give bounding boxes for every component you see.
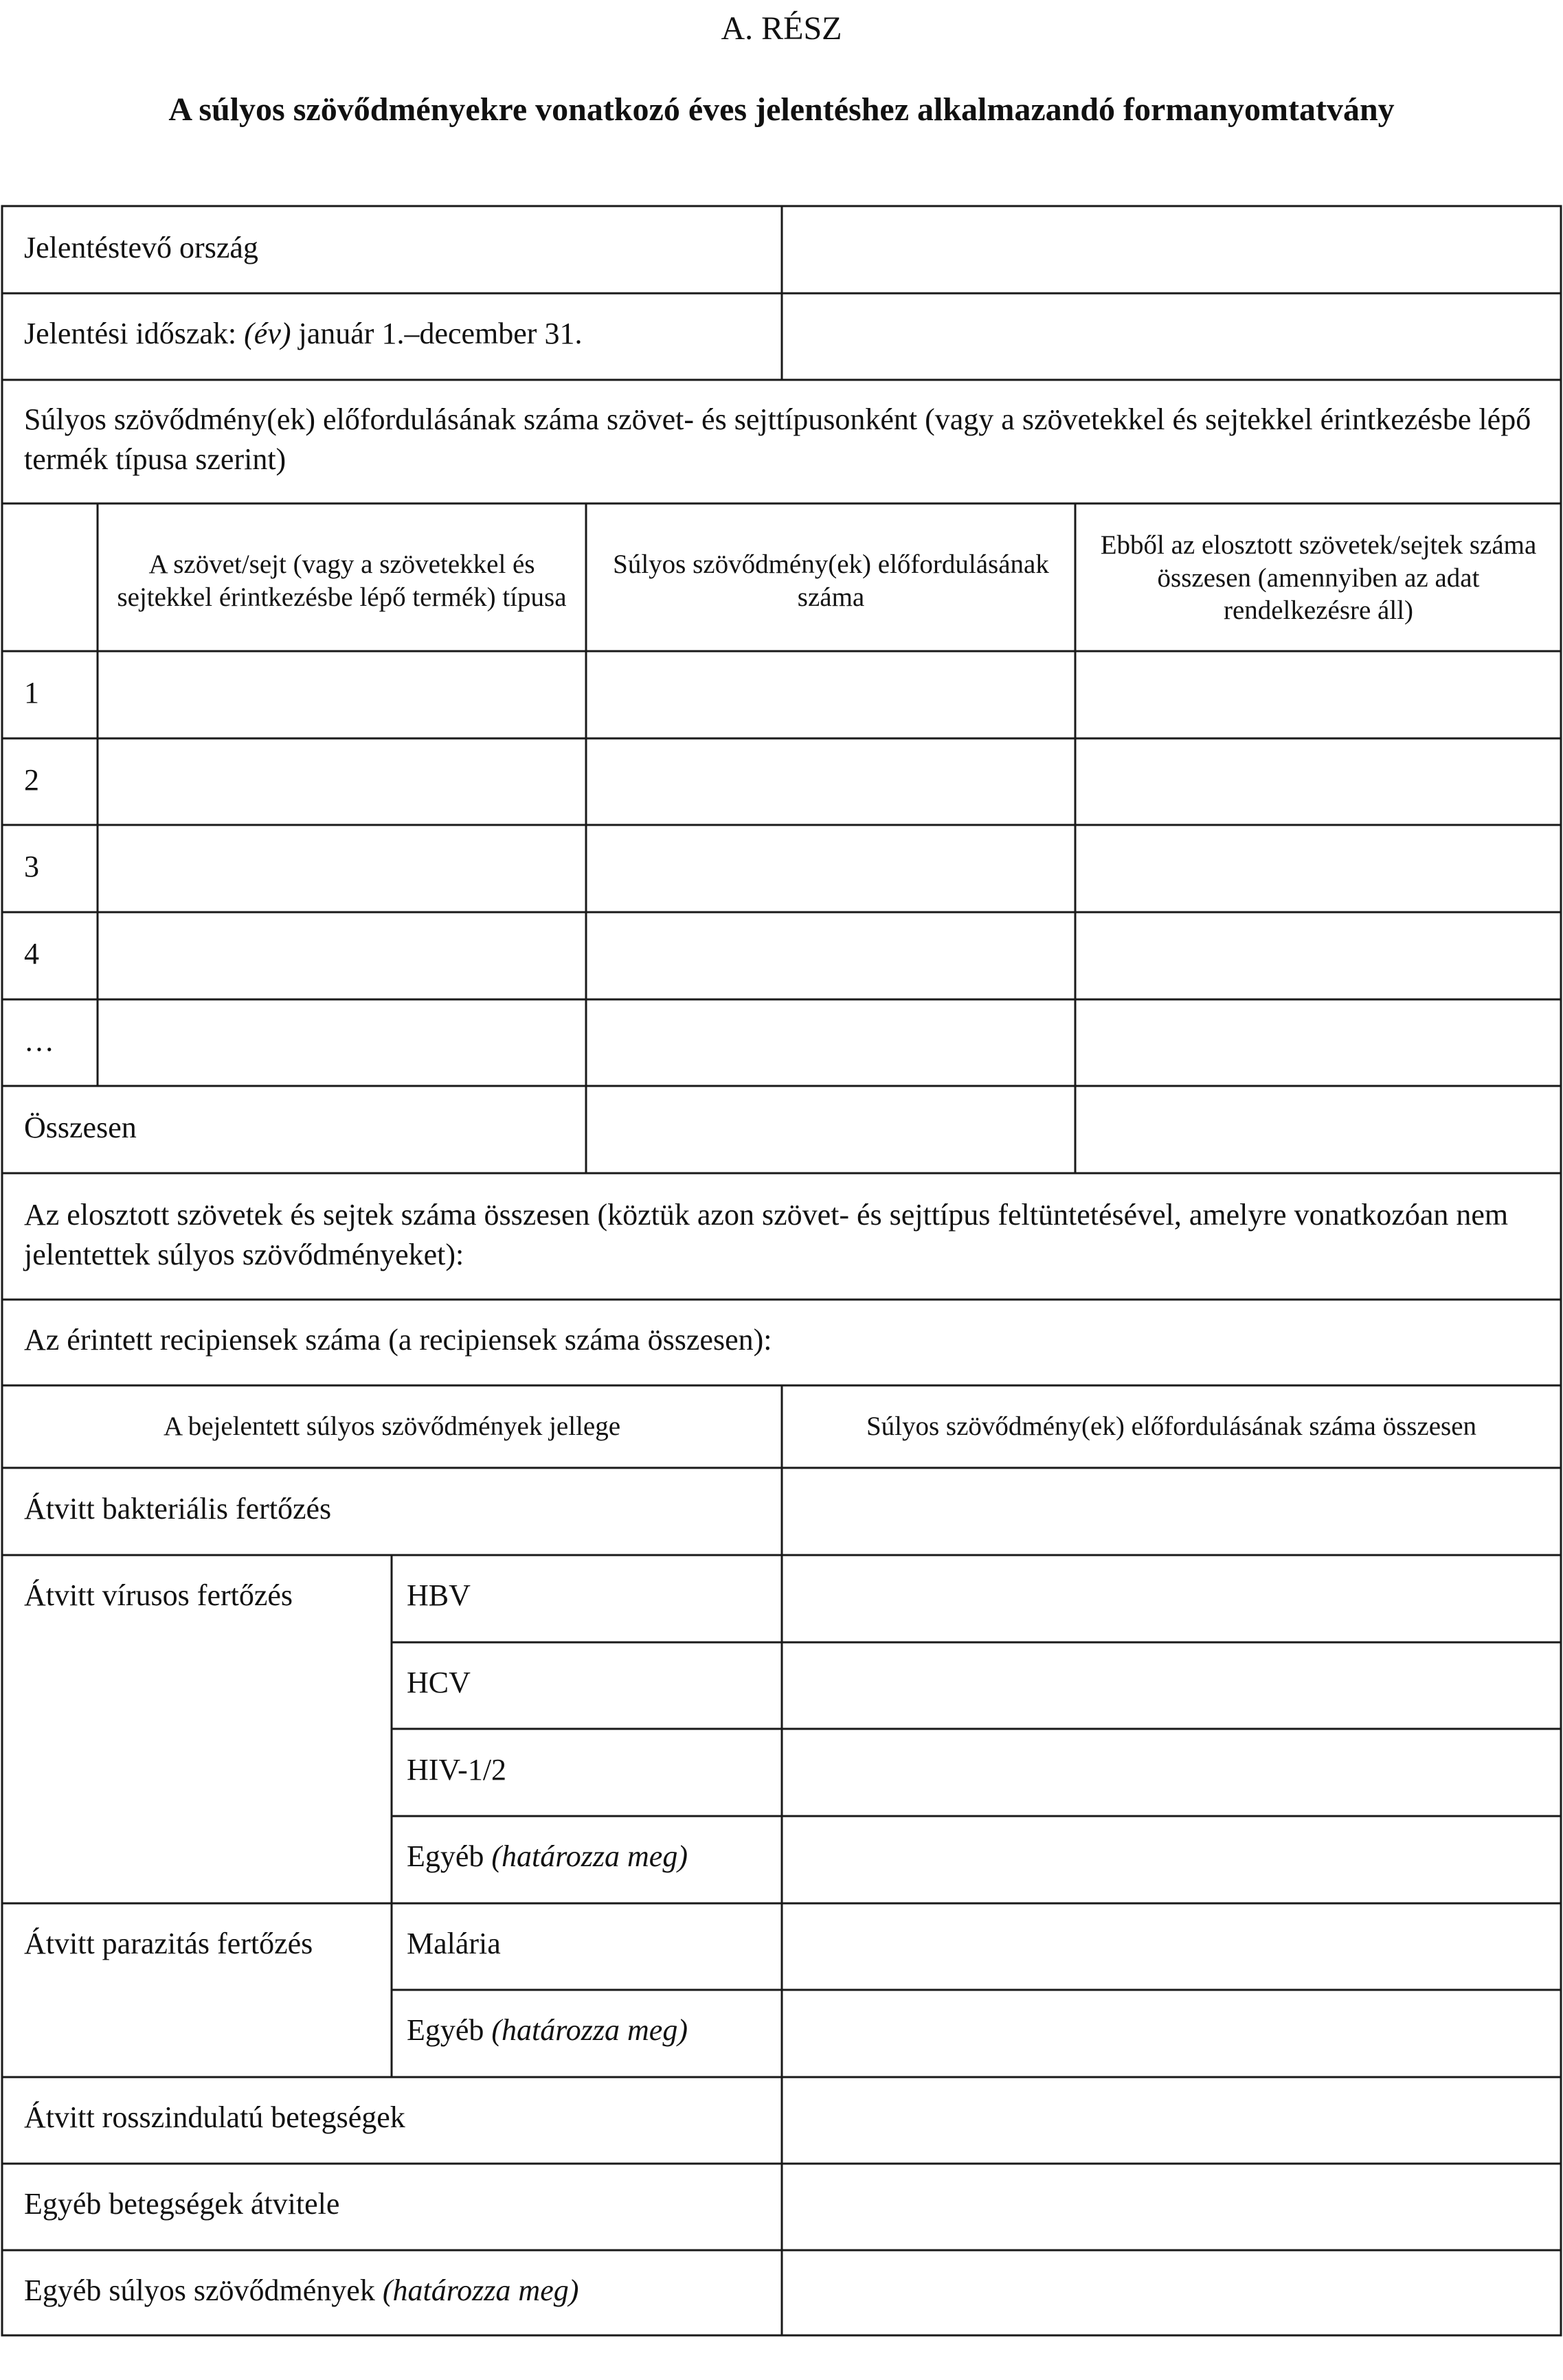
specify-note: (határozza meg) — [382, 2274, 579, 2307]
t1-count-field[interactable] — [586, 651, 1075, 738]
hiv-count-field[interactable] — [782, 1729, 1561, 1816]
t1-row-number: 4 — [24, 937, 39, 971]
country-label: Jelentéstevő ország — [24, 231, 258, 264]
occurrence-heading: Súlyos szövődmény(ek) előfordulásának száma szövet- és sejttípusonként (vagy a szövetekkel és sejtekkel érintkezésbe lépő termék típusa szerint) — [24, 403, 1531, 477]
t1-distributed-field[interactable] — [1075, 912, 1561, 999]
other-prefix: Egyéb — [407, 1839, 492, 1873]
t1-row-number: 1 — [24, 676, 39, 710]
period-label — [24, 314, 582, 354]
t1-col-distributed-header: Ebből az elosztott szövetek/sejtek száma összesen (amennyiben az adat rendelkezésre áll) — [1100, 530, 1537, 626]
t1-total-distributed-field[interactable] — [1075, 1086, 1561, 1173]
viral-other-count-field[interactable] — [782, 1816, 1561, 1903]
viral-infection-label: Átvitt vírusos fertőzés — [24, 1578, 293, 1612]
t1-distributed-field[interactable] — [1075, 738, 1561, 825]
period-label-start: Jelentési időszak: — [24, 317, 245, 350]
t1-type-field[interactable] — [98, 825, 586, 912]
t1-type-field[interactable] — [98, 738, 586, 825]
period-year-field[interactable] — [782, 293, 1561, 380]
form-title: A súlyos szövődményekre vonatkozó éves jelentéshez alkalmazandó formanyomtatvány — [168, 91, 1395, 128]
other-prefix: Egyéb — [407, 2013, 492, 2047]
t2-nature-header: A bejelentett súlyos szövődmények jellege — [164, 1412, 620, 1441]
other-complications-count-field[interactable] — [782, 2250, 1561, 2335]
recipients-label: Az érintett recipiensek száma (a recipiensek száma összesen): — [24, 1323, 772, 1357]
year-placeholder: (év) — [244, 317, 291, 350]
t1-count-field[interactable] — [586, 912, 1075, 999]
t1-col-count-header: Súlyos szövődmény(ek) előfordulásának száma — [613, 549, 1049, 612]
bacterial-infection-label: Átvitt bakteriális fertőzés — [24, 1492, 332, 1526]
bacterial-count-field[interactable] — [782, 1468, 1561, 1555]
t1-row-number: 2 — [24, 763, 39, 797]
period-label-end: január 1.–december 31. — [291, 317, 583, 350]
country-field[interactable] — [782, 208, 1561, 293]
t1-row-number: … — [24, 1024, 54, 1058]
t1-count-field[interactable] — [586, 738, 1075, 825]
t2-total-header: Súlyos szövődmény(ek) előfordulásának száma összesen — [866, 1412, 1477, 1441]
malignant-disease-label: Átvitt rosszindulatú betegségek — [24, 2100, 405, 2134]
parasitic-infection-label: Átvitt parazitás fertőzés — [24, 1927, 313, 1960]
t1-count-field[interactable] — [586, 999, 1075, 1086]
hcv-count-field[interactable] — [782, 1642, 1561, 1729]
parasitic-other-count-field[interactable] — [782, 1990, 1561, 2077]
t1-type-field[interactable] — [98, 912, 586, 999]
specify-note: (határozza meg) — [491, 1839, 688, 1873]
t1-count-field[interactable] — [586, 825, 1075, 912]
hbv-count-field[interactable] — [782, 1555, 1561, 1642]
t1-distributed-field[interactable] — [1075, 651, 1561, 738]
t1-type-field[interactable] — [98, 651, 586, 738]
specify-note: (határozza meg) — [491, 2013, 688, 2047]
parasitic-other-label — [407, 2010, 688, 2050]
t1-distributed-field[interactable] — [1075, 825, 1561, 912]
t1-total-label: Összesen — [24, 1111, 137, 1144]
hcv-label: HCV — [407, 1666, 471, 1699]
other-complications-label — [24, 2271, 578, 2311]
malaria-count-field[interactable] — [782, 1903, 1561, 1990]
t1-distributed-field[interactable] — [1075, 999, 1561, 1086]
section-label: A. RÉSZ — [721, 10, 842, 47]
hiv-label: HIV-1/2 — [407, 1753, 507, 1787]
other-complications-text: Egyéb súlyos szövődmények — [24, 2274, 383, 2307]
hbv-label: HBV — [407, 1578, 471, 1612]
other-disease-count-field[interactable] — [782, 2164, 1561, 2250]
viral-other-label — [407, 1837, 688, 1877]
t1-row-number: 3 — [24, 850, 39, 883]
malaria-label: Malária — [407, 1927, 501, 1960]
t1-type-field[interactable] — [98, 999, 586, 1086]
t1-col-type-header: A szövet/sejt (vagy a szövetekkel és sejtekkel érintkezésbe lépő termék) típusa — [117, 549, 567, 612]
t1-total-count-field[interactable] — [586, 1086, 1075, 1173]
other-disease-label: Egyéb betegségek átvitele — [24, 2187, 340, 2221]
distributed-total-label: Az elosztott szövetek és sejtek száma összesen (köztük azon szövet- és sejttípus feltüntetésével, amelyre vonatkozóan nem jelentettek súlyos szövődményeket): — [24, 1198, 1509, 1272]
malignant-count-field[interactable] — [782, 2077, 1561, 2164]
